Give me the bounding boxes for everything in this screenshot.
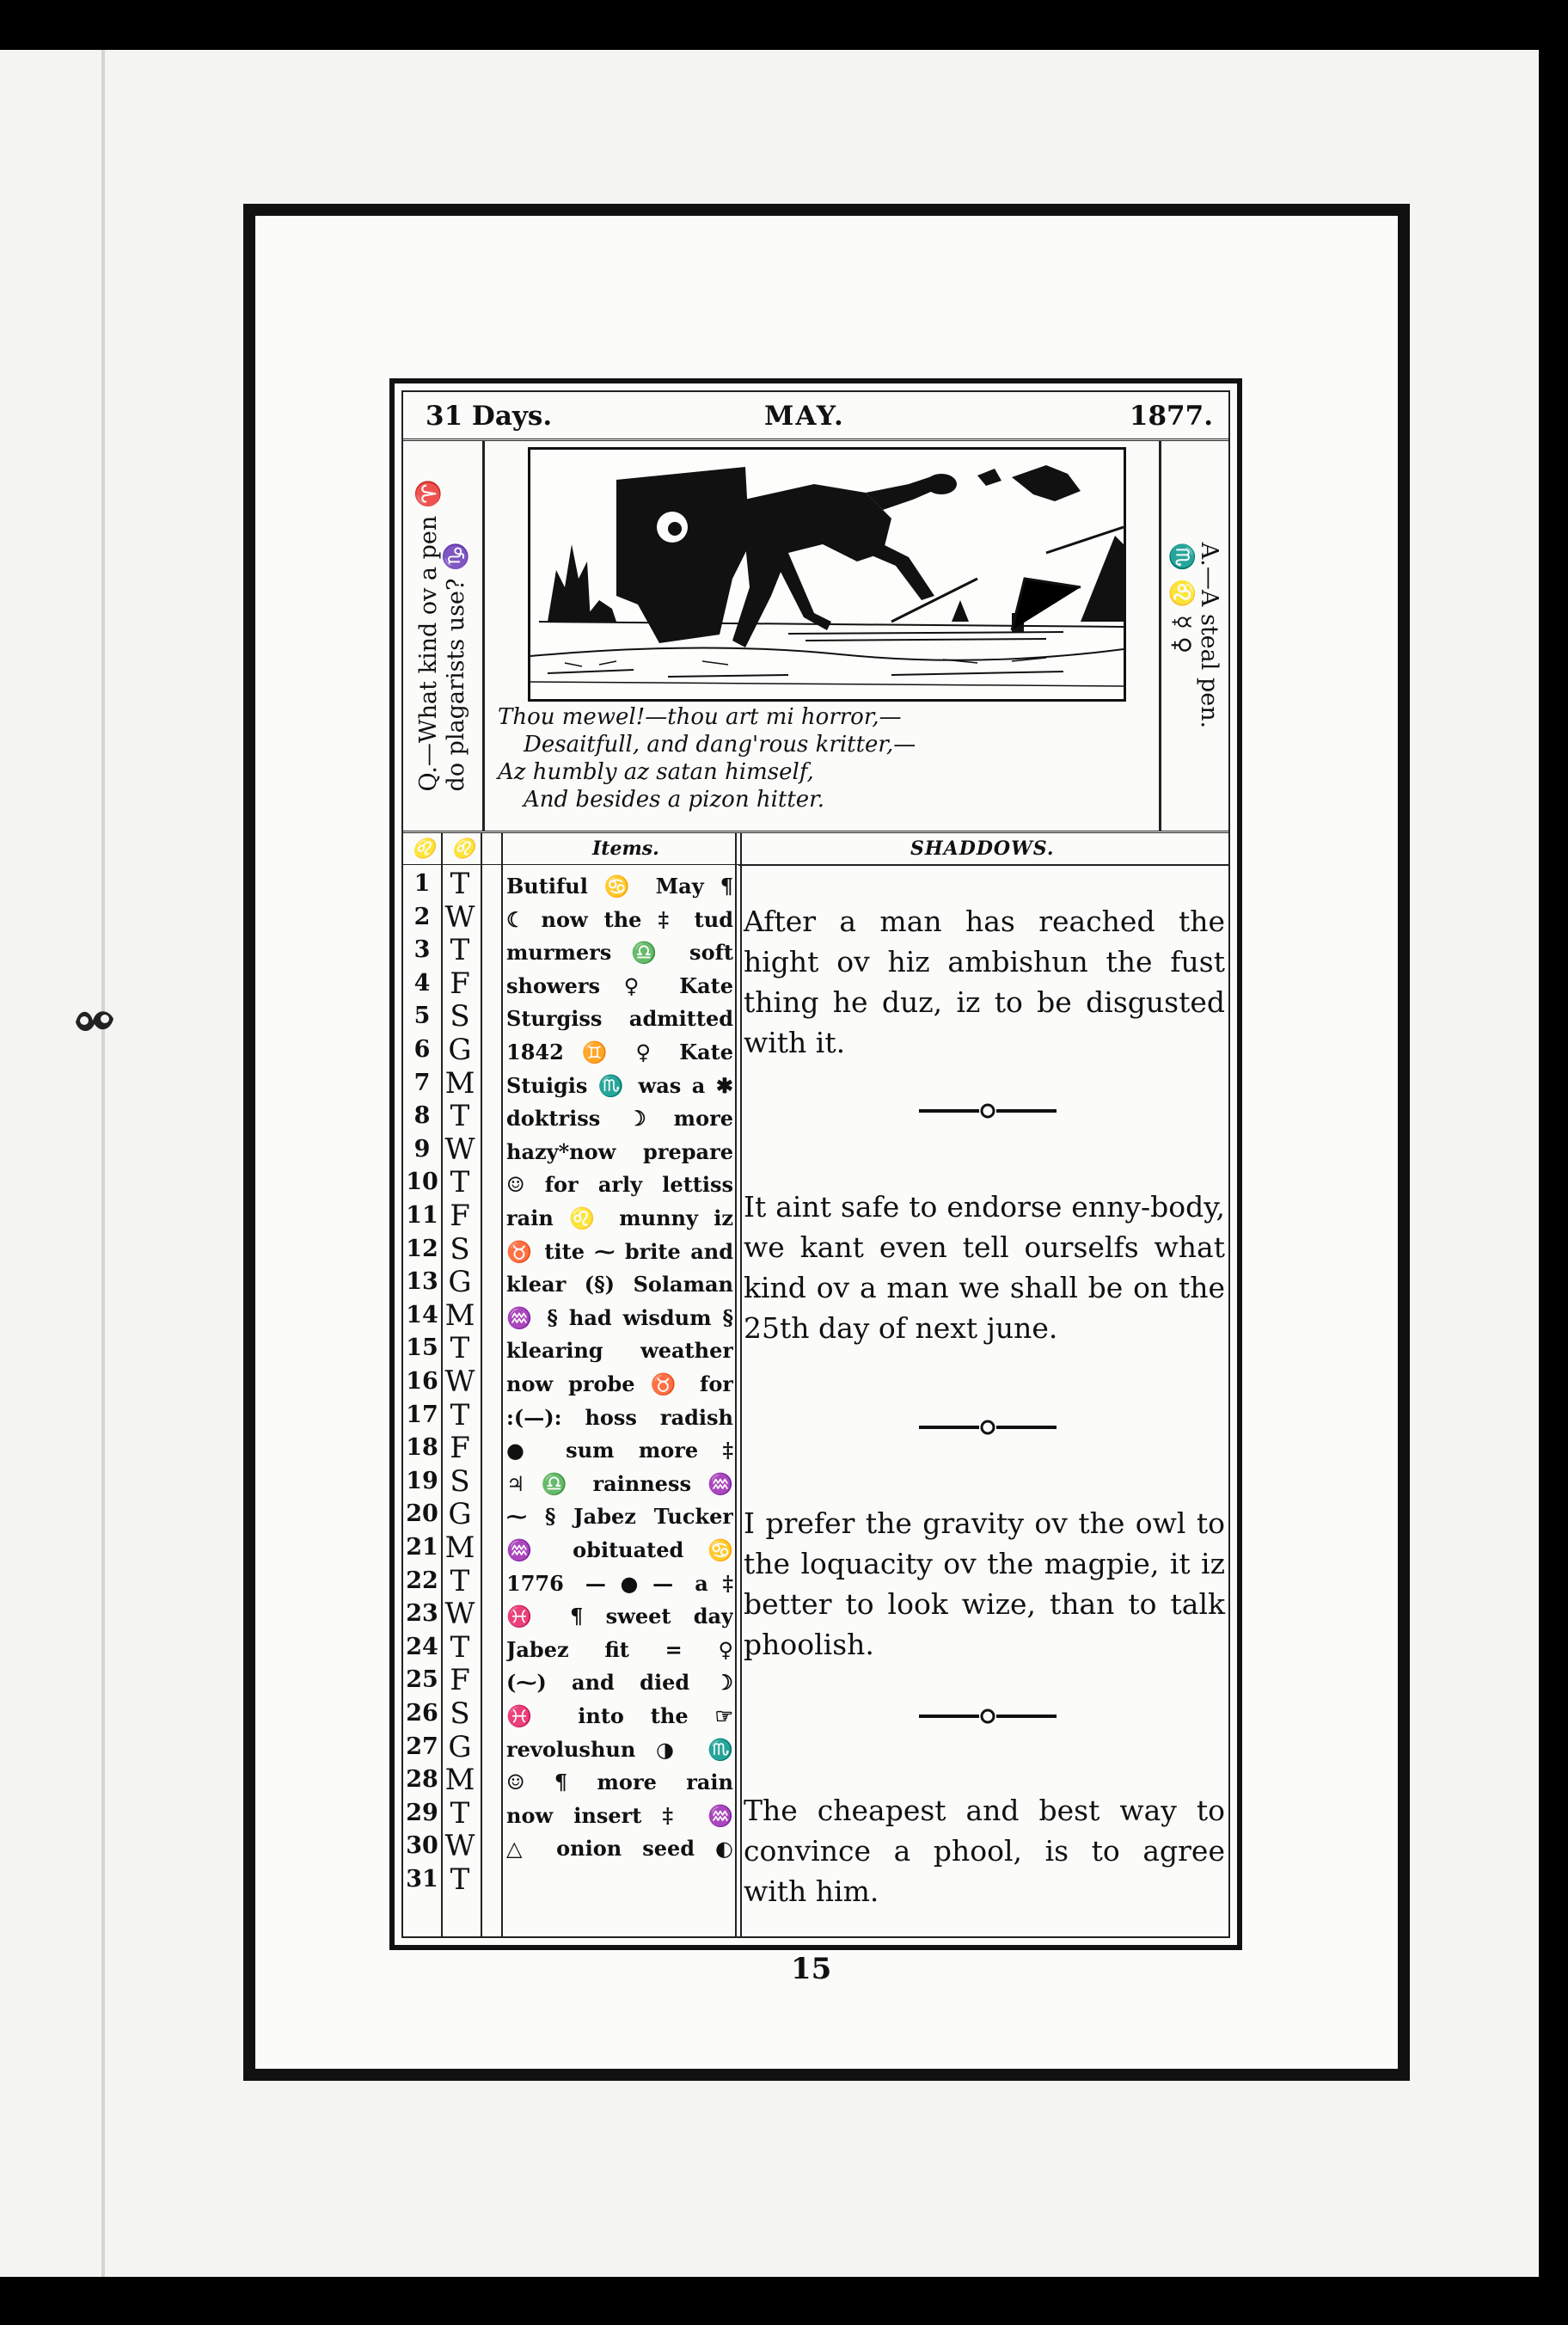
rule xyxy=(403,864,738,865)
table-row xyxy=(403,1397,738,1435)
table-row xyxy=(403,1431,738,1468)
day-of-week: G xyxy=(448,1265,472,1300)
day-item: Butiful ♋ May ¶ xyxy=(506,874,733,899)
day-number: 28 xyxy=(406,1766,438,1794)
table-row xyxy=(403,1497,738,1534)
woodcut-illustration xyxy=(528,447,1126,702)
poem-line: Desaitfull, and dang'rous kritter,— xyxy=(524,732,916,758)
day-number: 7 xyxy=(413,1069,431,1096)
day-of-week: T xyxy=(450,1563,470,1598)
day-item: ♓ ¶ sweet day xyxy=(506,1604,733,1629)
table-row xyxy=(403,1763,738,1800)
table-row xyxy=(403,1365,738,1402)
almanac-page xyxy=(389,378,1242,1950)
binding-clip-icon xyxy=(70,1002,120,1043)
table-row xyxy=(403,1829,738,1866)
table-row xyxy=(403,1065,738,1103)
items-header: Items. xyxy=(592,837,659,860)
table-row xyxy=(403,1531,738,1567)
day-number: 9 xyxy=(413,1135,431,1162)
shaddow-paragraph: It aint safe to endorse enny-body, we kant even tell ourselfs what kind ov a man we shall be on the 25th day of next june. xyxy=(744,1190,1225,1345)
day-item: revolushun ◑ ♏ xyxy=(506,1736,733,1762)
day-of-week: G xyxy=(448,1033,472,1067)
day-item: ⁓ § Jabez Tucker xyxy=(506,1504,733,1530)
day-item: ♒ obituated ♋ xyxy=(506,1537,733,1562)
day-number: 3 xyxy=(413,936,431,964)
column-rule xyxy=(740,833,742,1936)
day-number: 15 xyxy=(406,1334,438,1362)
table-row xyxy=(403,1862,738,1899)
question-panel xyxy=(403,441,485,831)
header-symbol-2: ♌ xyxy=(451,837,475,860)
day-item: 1776 —●— a‡ xyxy=(506,1570,733,1596)
day-number: 26 xyxy=(406,1700,438,1727)
day-number: 8 xyxy=(413,1102,431,1130)
day-number: 25 xyxy=(406,1666,438,1694)
table-row xyxy=(403,1597,738,1634)
table-row xyxy=(403,1663,738,1700)
day-of-week: T xyxy=(450,1099,470,1134)
day-number: 30 xyxy=(406,1832,438,1860)
day-number: 11 xyxy=(406,1202,438,1229)
day-of-week: F xyxy=(450,1431,470,1466)
question-line-2: do plagarists use? ♑ xyxy=(443,542,469,792)
answer-symbols: ♏ ♌ ☿ ♀ xyxy=(1168,542,1195,654)
shaddows-header: SHADDOWS. xyxy=(910,837,1055,860)
day-number: 4 xyxy=(413,969,431,997)
day-item: ● sum more ‡ xyxy=(506,1438,733,1463)
day-number: 17 xyxy=(406,1401,438,1428)
day-of-week: S xyxy=(450,999,470,1034)
day-of-week: W xyxy=(444,899,475,935)
day-of-week: S xyxy=(450,1463,470,1499)
day-of-week: G xyxy=(448,1497,472,1532)
poem-line: Thou mewel!—thou art mi horror,— xyxy=(498,704,902,730)
scan-speck: ✱ xyxy=(1193,17,1211,41)
table-row xyxy=(403,1265,738,1302)
day-of-week: T xyxy=(450,1397,470,1432)
day-number: 6 xyxy=(413,1036,431,1063)
binding-gutter xyxy=(101,50,105,2277)
day-number: 22 xyxy=(406,1567,438,1594)
day-of-week: W xyxy=(444,1365,475,1399)
table-row xyxy=(403,966,738,1003)
day-item: (⁓) and died ☽ xyxy=(506,1670,733,1696)
table-row xyxy=(403,1297,738,1335)
day-number: 27 xyxy=(406,1733,438,1760)
day-item: Jabez fit = ♀ xyxy=(506,1636,733,1662)
page-number: 15 xyxy=(791,1952,832,1986)
shaddow-paragraph: The cheapest and best way to convince a phool, is to agree with him. xyxy=(744,1794,1225,1908)
table-row xyxy=(403,1132,738,1169)
day-of-week: F xyxy=(450,1663,470,1698)
day-number: 18 xyxy=(406,1434,438,1462)
shaddow-paragraph: After a man has reached the hight ov hiz ambishun the fust thing he duz, iz to be disgusted with it. xyxy=(744,905,1225,1059)
day-item: showers ♀ Kate xyxy=(506,972,733,998)
table-row xyxy=(403,1463,738,1501)
table-row xyxy=(403,999,738,1036)
day-item: ☺ for arly lettiss xyxy=(506,1172,733,1198)
day-number: 2 xyxy=(413,903,431,930)
scan-speck: ▾ xyxy=(854,26,866,50)
table-row xyxy=(403,1099,738,1136)
day-item: Sturgiss admitted xyxy=(506,1006,733,1032)
day-item: ♒ § had wisdum § xyxy=(506,1304,733,1330)
day-of-week: M xyxy=(444,1763,475,1798)
table-row xyxy=(403,1231,738,1269)
day-of-week: W xyxy=(444,1597,475,1632)
table-row xyxy=(403,899,738,937)
table-row xyxy=(403,933,738,970)
day-item: murmers ♎ soft xyxy=(506,940,733,966)
day-of-week: F xyxy=(450,1199,470,1233)
table-row xyxy=(403,1696,738,1733)
day-of-week: T xyxy=(450,1862,470,1897)
question-line-1: Q.—What kind ov a pen ♈ xyxy=(415,479,442,792)
day-number: 10 xyxy=(406,1169,438,1196)
day-number: 31 xyxy=(406,1866,438,1893)
day-of-week: T xyxy=(450,1331,470,1366)
day-item: hazy*now prepare xyxy=(506,1138,733,1164)
day-number: 14 xyxy=(406,1301,438,1328)
day-number: 13 xyxy=(406,1268,438,1296)
day-item: now probe ♉ for xyxy=(506,1371,733,1396)
poem-line: Az humbly az satan himself, xyxy=(498,759,814,785)
day-item: doktriss ☽ more xyxy=(506,1106,733,1132)
day-of-week: W xyxy=(444,1132,475,1167)
day-item: ♉ tite ⁓ brite and xyxy=(506,1238,733,1264)
day-of-week: T xyxy=(450,1795,470,1831)
almanac-header xyxy=(403,392,1228,441)
table-row xyxy=(403,1165,738,1202)
day-item: :(—): hoss radish xyxy=(506,1404,733,1430)
table-row xyxy=(403,1795,738,1833)
day-item: ☾ now the ‡ tud xyxy=(506,906,733,932)
day-of-week: T xyxy=(450,867,470,901)
day-item: 1842 ♊ ♀ Kate xyxy=(506,1040,733,1064)
day-number: 12 xyxy=(406,1235,438,1262)
day-item: ☺ ¶ more rain xyxy=(506,1770,733,1795)
day-of-week: M xyxy=(444,1297,475,1333)
ornament-divider xyxy=(919,1708,1057,1725)
table-row xyxy=(403,1033,738,1070)
section-divider xyxy=(403,831,1228,833)
header-symbol-1: ♌ xyxy=(412,837,436,860)
table-row xyxy=(403,867,738,904)
poem-line: And besides a pizon hitter. xyxy=(524,787,825,813)
day-of-week: G xyxy=(448,1729,472,1764)
day-number: 5 xyxy=(413,1003,431,1030)
table-row xyxy=(403,1563,738,1601)
day-item: △ onion seed ◐ xyxy=(506,1836,733,1862)
day-of-week: W xyxy=(444,1829,475,1864)
table-row xyxy=(403,1629,738,1667)
day-item: ♓ into the ☞ xyxy=(506,1703,733,1728)
day-of-week: M xyxy=(444,1531,475,1565)
day-number: 24 xyxy=(406,1633,438,1660)
day-of-week: T xyxy=(450,1629,470,1665)
day-number: 16 xyxy=(406,1368,438,1395)
day-of-week: T xyxy=(450,1165,470,1200)
table-row xyxy=(403,1729,738,1767)
rule xyxy=(738,864,1228,866)
day-item: Stuigis ♏ was a ✱ xyxy=(506,1072,733,1098)
day-item: klear (§) Solaman xyxy=(506,1272,733,1297)
ornament-divider xyxy=(919,1102,1057,1120)
day-number: 20 xyxy=(406,1500,438,1528)
table-row xyxy=(403,1199,738,1236)
table-row xyxy=(403,1331,738,1368)
days-count: 31 Days. xyxy=(426,401,553,432)
day-number: 1 xyxy=(413,870,431,897)
day-item: klearing weather xyxy=(506,1338,733,1364)
day-of-week: M xyxy=(444,1065,475,1101)
day-item: rain ♌ munny iz xyxy=(506,1205,733,1230)
year: 1877. xyxy=(1129,401,1213,432)
day-of-week: S xyxy=(450,1231,470,1267)
day-number: 29 xyxy=(406,1799,438,1826)
day-item: ♃ ♎ rainness ♒ xyxy=(506,1470,733,1496)
day-number: 19 xyxy=(406,1467,438,1494)
day-number: 23 xyxy=(406,1600,438,1628)
day-number: 21 xyxy=(406,1534,438,1561)
answer-line-1: A.—A steal pen. xyxy=(1196,542,1222,729)
month-title: MAY. xyxy=(764,401,845,432)
day-of-week: F xyxy=(450,966,470,1001)
day-of-week: S xyxy=(450,1696,470,1731)
poem xyxy=(498,703,1151,813)
day-item: now insert ‡ ♒ xyxy=(506,1802,733,1828)
day-of-week: T xyxy=(450,933,470,968)
ornament-divider xyxy=(919,1419,1057,1436)
shaddow-paragraph: I prefer the gravity ov the owl to the loquacity ov the magpie, it iz better to look wize, than to talk phoolish. xyxy=(744,1506,1225,1661)
answer-panel xyxy=(1159,441,1228,831)
